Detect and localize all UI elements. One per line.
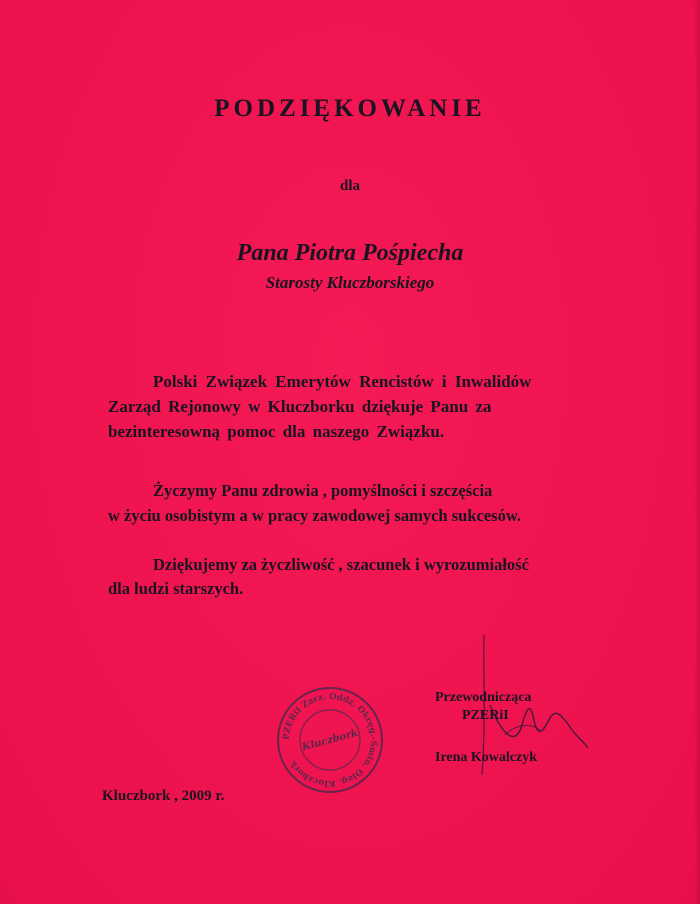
- paragraph-1-line-1: Polski Związek Emerytów Rencistów i Inwalidów: [153, 372, 532, 391]
- signatory-name: Irena Kowalczyk: [435, 750, 538, 765]
- stamp-center-text: Kluczbork: [300, 727, 360, 754]
- round-stamp: [275, 685, 385, 795]
- recipient-name: Pana Piotra Pośpiecha: [236, 240, 464, 266]
- scan-edge-shadow: [694, 0, 700, 904]
- paragraph-3-line-1: Dziękujemy za życzliwość , szacunek i wyrozumiałość: [153, 555, 529, 574]
- paragraph-1-line-3: bezinteresowną pomoc dla naszego Związku.: [108, 422, 445, 441]
- document-title: PODZIĘKOWANIE: [214, 95, 486, 122]
- place-and-date: Kluczbork , 2009 r.: [102, 788, 225, 804]
- signatory-role: Przewodnicząca: [435, 690, 532, 705]
- recipient-title: Starosty Kluczborskiego: [265, 273, 435, 292]
- paragraph-2-line-1: Życzymy Panu zdrowia , pomyślności i szczęścia: [153, 481, 493, 500]
- stamp-outer-text: PZERiI Zarz. Oddz. Okręg.-Śmin. Oleg. Kluczbork: [281, 691, 379, 789]
- paragraph-2-line-2: w życiu osobistym a w pracy zawodowej samych sukcesów.: [108, 506, 521, 525]
- for-label: dla: [339, 178, 360, 194]
- signatory-organization: PZERiI: [462, 708, 509, 723]
- paragraph-3-line-2: dla ludzi starszych.: [108, 579, 244, 598]
- paragraph-1-line-2: Zarząd Rejonowy w Kluczborku dziękuje Panu za: [108, 397, 492, 416]
